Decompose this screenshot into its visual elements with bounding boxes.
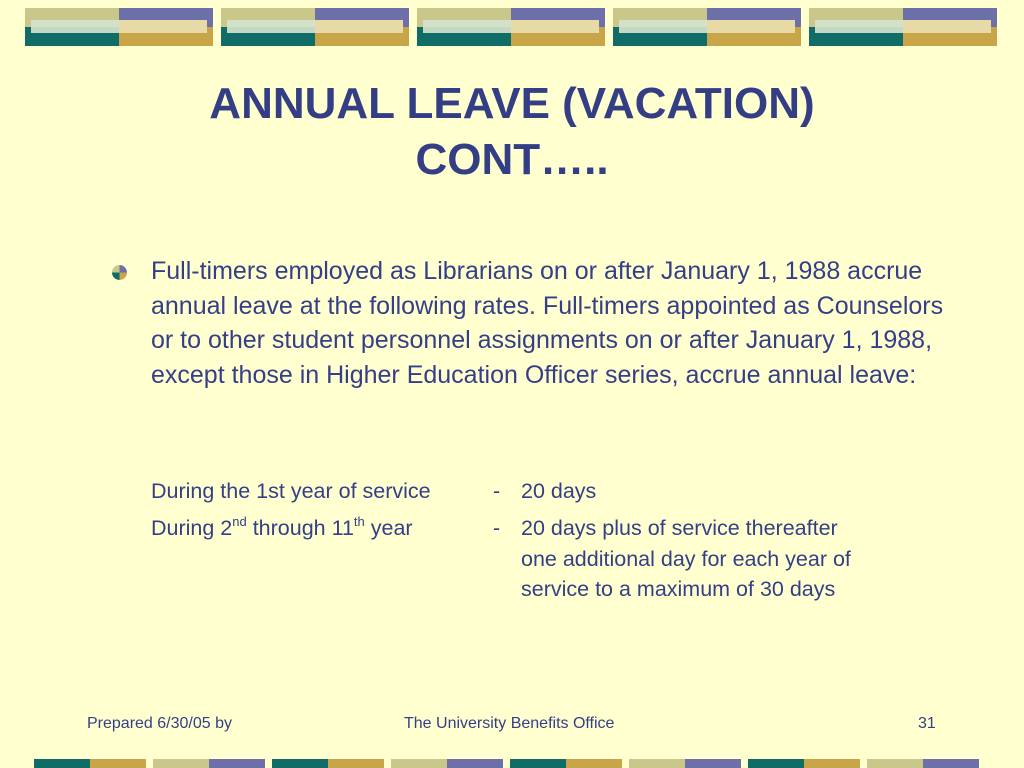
- service-period: During the 1st year of service: [151, 479, 431, 503]
- leave-rate-line: 20 days plus of service thereafter: [521, 516, 838, 540]
- slide-title: [60, 76, 964, 188]
- decorative-tile: [613, 8, 801, 46]
- separator-dash: -: [493, 516, 501, 540]
- slide-title-line-2: CONT…..: [415, 135, 609, 184]
- service-period: During 2nd through 11th year: [151, 514, 413, 540]
- leave-rate-line: one additional day for each year of: [521, 546, 851, 571]
- leave-rate: [521, 513, 941, 605]
- slide-title-line-1: ANNUAL LEAVE (VACATION): [209, 79, 815, 128]
- leave-rate: 20 days: [521, 479, 597, 503]
- decorative-tile: [417, 8, 605, 46]
- top-decorative-band: [0, 0, 1024, 50]
- slide-number: 31: [918, 715, 936, 732]
- decorative-tile: [25, 8, 213, 46]
- bottom-decorative-band: [0, 759, 1024, 768]
- footer-office: The University Benefits Office: [404, 715, 615, 732]
- decorative-tile: [809, 8, 997, 46]
- separator-dash: -: [493, 479, 501, 503]
- decorative-tile: [221, 8, 409, 46]
- bullet-icon: [112, 265, 127, 280]
- footer-prepared-by: Prepared 6/30/05 by: [87, 715, 232, 732]
- leave-rate-line: service to a maximum of 30 days: [521, 577, 836, 601]
- bullet-text: Full-timers employed as Librarians on or after January 1, 1988 accrue annual leave at the following rates. Full-timers appointed as Counselors or to other student personnel assignments on or after January 1, 1988, except those in Higher Education Officer series, accrue annual leave:: [151, 257, 944, 389]
